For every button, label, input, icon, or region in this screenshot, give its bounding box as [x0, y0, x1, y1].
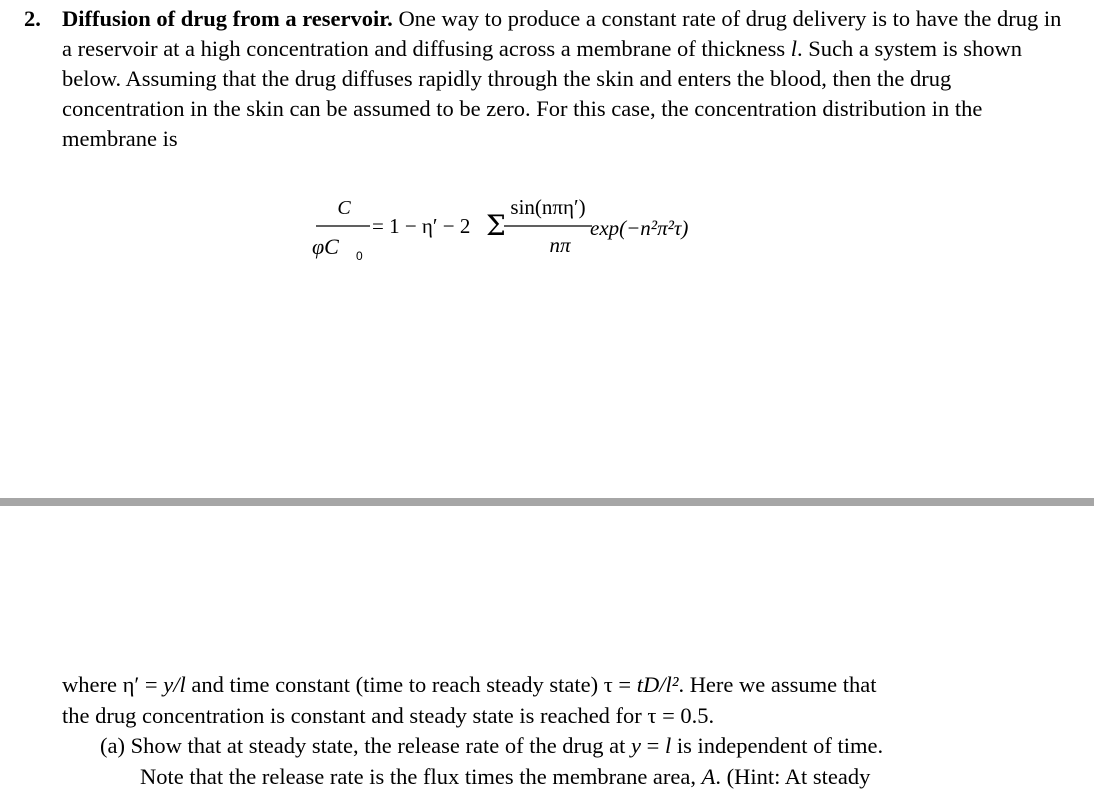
part-a-line2-text-2: . (Hint: At steady: [715, 763, 871, 789]
part-a-area-symbol: A: [701, 763, 716, 789]
eq-sum-symbol: Σ: [486, 209, 506, 242]
part-a-line-1: [100, 731, 1072, 762]
line1-text-a: where η′ =: [62, 672, 164, 697]
continuation-text: [62, 670, 1072, 792]
eq-exponential: exp(−n²π²τ): [590, 216, 689, 240]
intro-text-1: One way to produce a constant rate of drug delivery is to have the drug in a reservoir at a high concentration and diffusing across a membrane of thickness: [62, 6, 1062, 61]
eq-middle-terms: = 1 − η′ − 2: [372, 214, 471, 238]
eq-sum-numerator: sin(nπη′): [510, 195, 586, 219]
eq-left-denominator-sub: 0: [356, 249, 363, 263]
problem-statement: [24, 4, 1074, 154]
page-divider: [0, 498, 1094, 506]
part-a-text-2: is independent of time.: [671, 733, 884, 758]
line1-eta-def: y/l: [163, 672, 186, 697]
intro-text-2: . Such a system is shown below. Assuming that the drug diffuses rapidly through the skin and enters the blood, then the drug concentration in the skin can be assumed to be zero. For this case, the concentration distribution in the membrane is: [62, 36, 1022, 151]
problem-number: 2.: [24, 6, 41, 31]
problem-title: Diffusion of drug from a reservoir.: [62, 6, 393, 31]
intro-thickness-symbol: l: [790, 36, 797, 61]
line1-text-c: . Here we assume that: [678, 672, 877, 697]
part-a-line-2: [140, 762, 1072, 792]
problem-body: [62, 4, 1074, 154]
line1-text-b: and time constant (time to reach steady state) τ =: [185, 672, 637, 697]
concentration-equation: [310, 192, 810, 272]
part-a-text-1: (a) Show that at steady state, the release rate of the drug at: [100, 733, 632, 758]
continuation-line-2: the drug concentration is constant and steady state is reached for τ = 0.5.: [62, 702, 715, 728]
continuation-line-1: [62, 670, 1072, 701]
eq-left-denominator: φC: [312, 234, 339, 259]
eq-sum-denominator: nπ: [549, 233, 571, 257]
eq-left-numerator: C: [337, 197, 351, 219]
part-a-l-symbol: l: [665, 733, 672, 758]
part-a-equals: =: [641, 733, 665, 758]
line1-tau-def: tD/l²: [636, 672, 679, 697]
equation-graphic: [310, 192, 810, 272]
part-a-y-symbol: y: [631, 733, 642, 758]
part-a-line2-text-1: Note that the release rate is the flux times the membrane area,: [140, 763, 702, 789]
